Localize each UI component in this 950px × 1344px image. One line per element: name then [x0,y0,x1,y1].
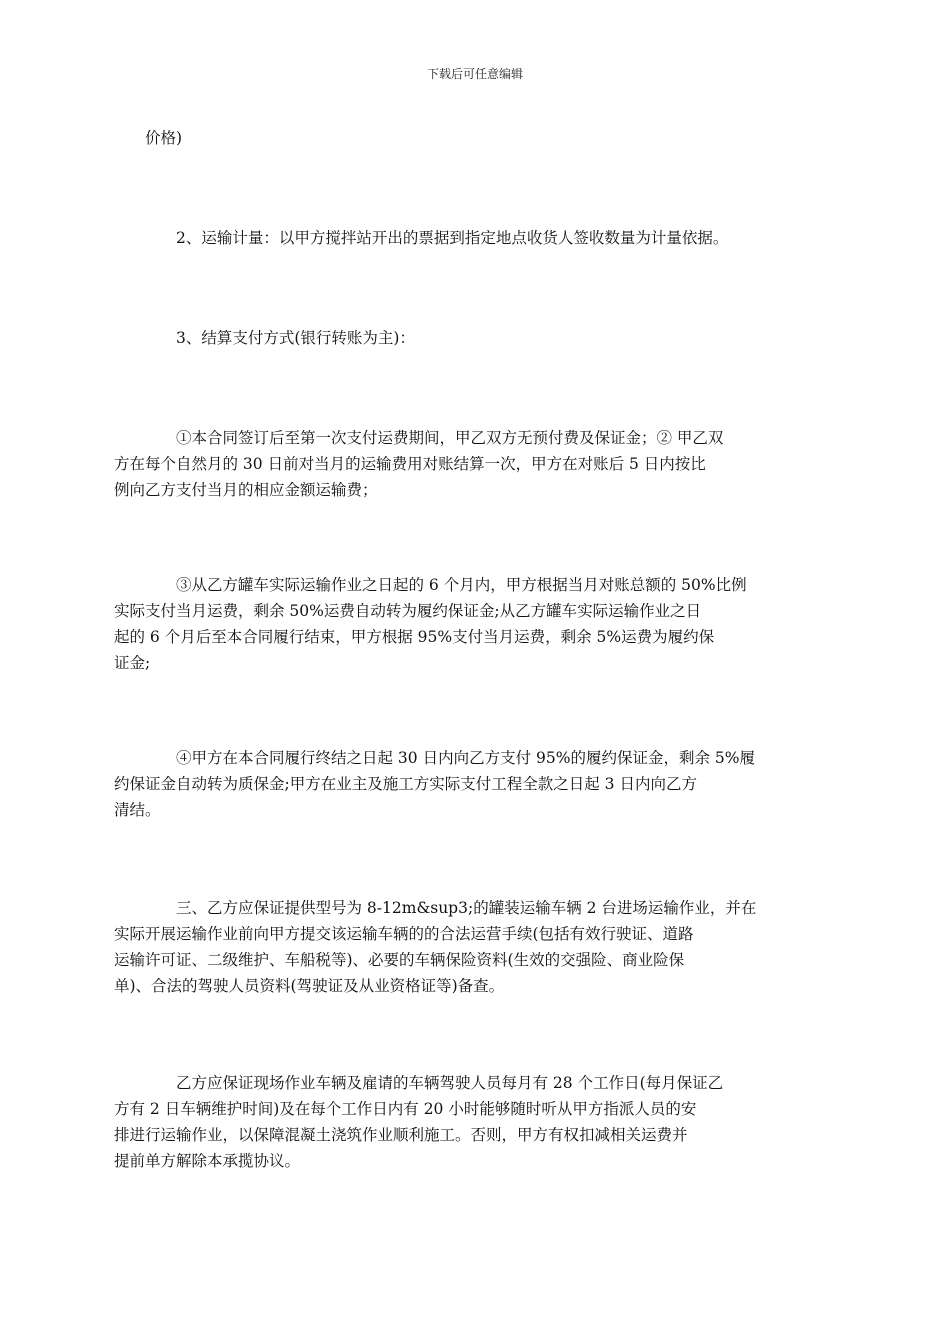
text-line: 实际开展运输作业前向甲方提交该运输车辆的的合法运营手续(包括有效行驶证、道路 [114,925,694,943]
text-line: 2、运输计量：以甲方搅拌站开出的票据到指定地点收货人签收数量为计量依据。 [176,229,729,247]
paragraph-price-continuation [145,125,807,151]
text-line: 提前单方解除本承揽协议。 [114,1152,301,1170]
paragraph-clause-3 [114,572,807,676]
text-line: 证金; [114,654,151,672]
text-line: 运输许可证、二级维护、车船税等)、必要的车辆保险资料(生效的交强险、商业险保 [114,951,685,969]
paragraph-transport-measurement [145,225,807,251]
paragraph-clause-1-2 [114,425,807,503]
paragraph-working-days [114,1070,807,1174]
text-line: ③从乙方罐车实际运输作业之日起的 6 个月内，甲方根据当月对账总额的 50%比例 [176,576,747,594]
text-line: 约保证金自动转为质保金;甲方在业主及施工方实际支付工程全款之日起 3 日内向乙方 [114,775,697,793]
text-line: 清结。 [114,801,161,819]
text-line: 乙方应保证现场作业车辆及雇请的车辆驾驶人员每月有 28 个工作日(每月保证乙 [176,1074,724,1092]
paragraph-clause-4 [114,745,807,823]
text-line: 起的 6 个月后至本合同履行结束，甲方根据 95%支付当月运费，剩余 5%运费为履约保 [114,628,715,646]
text-line: 价格) [145,129,183,147]
paragraph-section-3-vehicles [114,895,807,999]
text-line: 方有 2 日车辆维护时间)及在每个工作日内有 20 小时能够随时听从甲方指派人员的安 [114,1100,697,1118]
page-header: 下载后可任意编辑 [426,67,523,81]
text-line: ①本合同签订后至第一次支付运费期间，甲乙双方无预付费及保证金；② 甲乙双 [176,429,724,447]
text-line: 3、结算支付方式(银行转账为主)： [176,329,415,347]
text-line: 三、乙方应保证提供型号为 8-12m&sup3;的罐装运输车辆 2 台进场运输作业，并在 [176,899,757,917]
paragraph-settlement-method [145,325,807,351]
text-line: 单)、合法的驾驶人员资料(驾驶证及从业资格证等)备查。 [114,977,505,995]
text-line: ④甲方在本合同履行终结之日起 30 日内向乙方支付 95%的履约保证金，剩余 5%履 [176,749,755,767]
text-line: 排进行运输作业，以保障混凝土浇筑作业顺利施工。否则，甲方有权扣减相关运费并 [114,1126,688,1144]
text-line: 实际支付当月运费，剩余 50%运费自动转为履约保证金;从乙方罐车实际运输作业之日 [114,602,702,620]
text-line: 例向乙方支付当月的相应金额运输费； [114,481,378,499]
text-line: 方在每个自然月的 30 日前对当月的运输费用对账结算一次，甲方在对账后 5 日内按比 [114,455,706,473]
